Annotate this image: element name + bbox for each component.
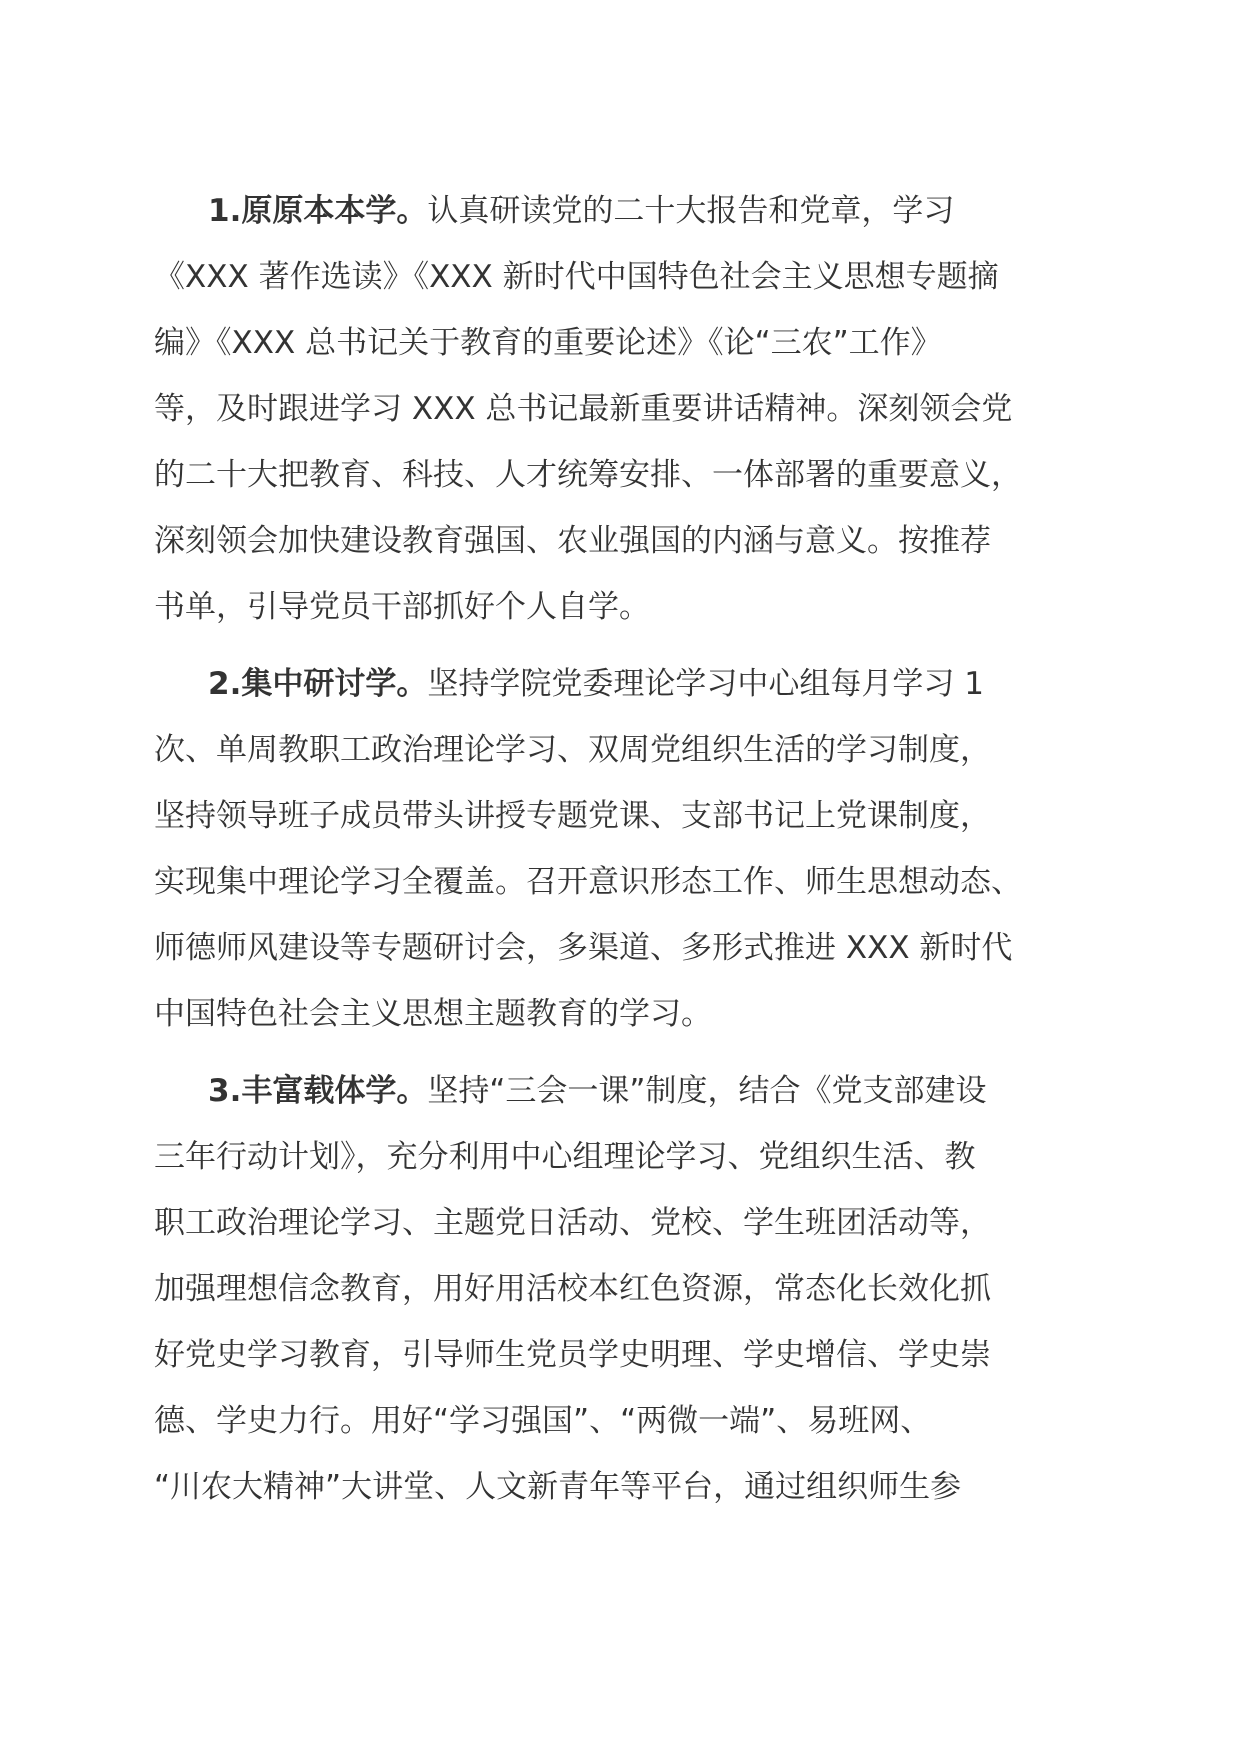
paragraph-line: 深刻领会加快建设教育强国、农业强国的内涵与意义。按推荐: [154, 523, 991, 559]
paragraph-line: 《XXX 著作选读》《XXX 新时代中国特色社会主义思想专题摘: [154, 259, 999, 295]
paragraph-line: 职工政治理论学习、主题党日活动、党校、学生班团活动等，: [154, 1205, 991, 1241]
paragraph-heading: 1.原原本本学。: [208, 193, 428, 229]
paragraph-line: [154, 651, 1084, 717]
paragraph-1: [154, 178, 1084, 640]
paragraph-line: 中国特色社会主义思想主题教育的学习。: [154, 996, 712, 1032]
paragraph-line: [154, 1058, 1084, 1124]
paragraph-line: 等，及时跟进学习 XXX 总书记最新重要讲话精神。深刻领会党: [154, 391, 1013, 427]
paragraph-heading: 2.集中研讨学。: [208, 666, 428, 702]
paragraph-line: 书单，引导党员干部抓好个人自学。: [154, 589, 650, 625]
paragraph-text: 坚持“三会一课”制度，结合《党支部建设: [427, 1073, 987, 1109]
paragraph-line: 坚持领导班子成员带头讲授专题党课、支部书记上党课制度，: [154, 798, 991, 834]
paragraph-3: [154, 1058, 1084, 1520]
paragraph-line: 好党史学习教育，引导师生党员学史明理、学史增信、学史崇: [154, 1337, 991, 1373]
paragraph-line: 加强理想信念教育，用好用活校本红色资源，常态化长效化抓: [154, 1271, 991, 1307]
paragraph-line: 编》《XXX 总书记关于教育的重要论述》《论“三农”工作》: [154, 325, 942, 361]
paragraph-line: 实现集中理论学习全覆盖。召开意识形态工作、师生思想动态、: [154, 864, 1022, 900]
paragraph-line: 师德师风建设等专题研讨会，多渠道、多形式推进 XXX 新时代: [154, 930, 1013, 966]
paragraph-line: 的二十大把教育、科技、人才统筹安排、一体部署的重要意义，: [154, 457, 1022, 493]
paragraph-line: 德、学史力行。用好“学习强国”、“两微一端”、易班网、: [154, 1403, 932, 1439]
paragraph-line: [154, 178, 1084, 244]
paragraph-line: 次、单周教职工政治理论学习、双周党组织生活的学习制度，: [154, 732, 991, 768]
paragraph-text: 认真研读党的二十大报告和党章，学习: [427, 193, 955, 229]
paragraph-line: 三年行动计划》，充分利用中心组理论学习、党组织生活、教: [154, 1139, 976, 1175]
paragraph-heading: 3.丰富载体学。: [208, 1073, 428, 1109]
paragraph-2: [154, 651, 1084, 1047]
paragraph-text: 坚持学院党委理论学习中心组每月学习 1: [427, 666, 984, 702]
paragraph-line: “川农大精神”大讲堂、人文新青年等平台，通过组织师生参: [154, 1469, 962, 1505]
